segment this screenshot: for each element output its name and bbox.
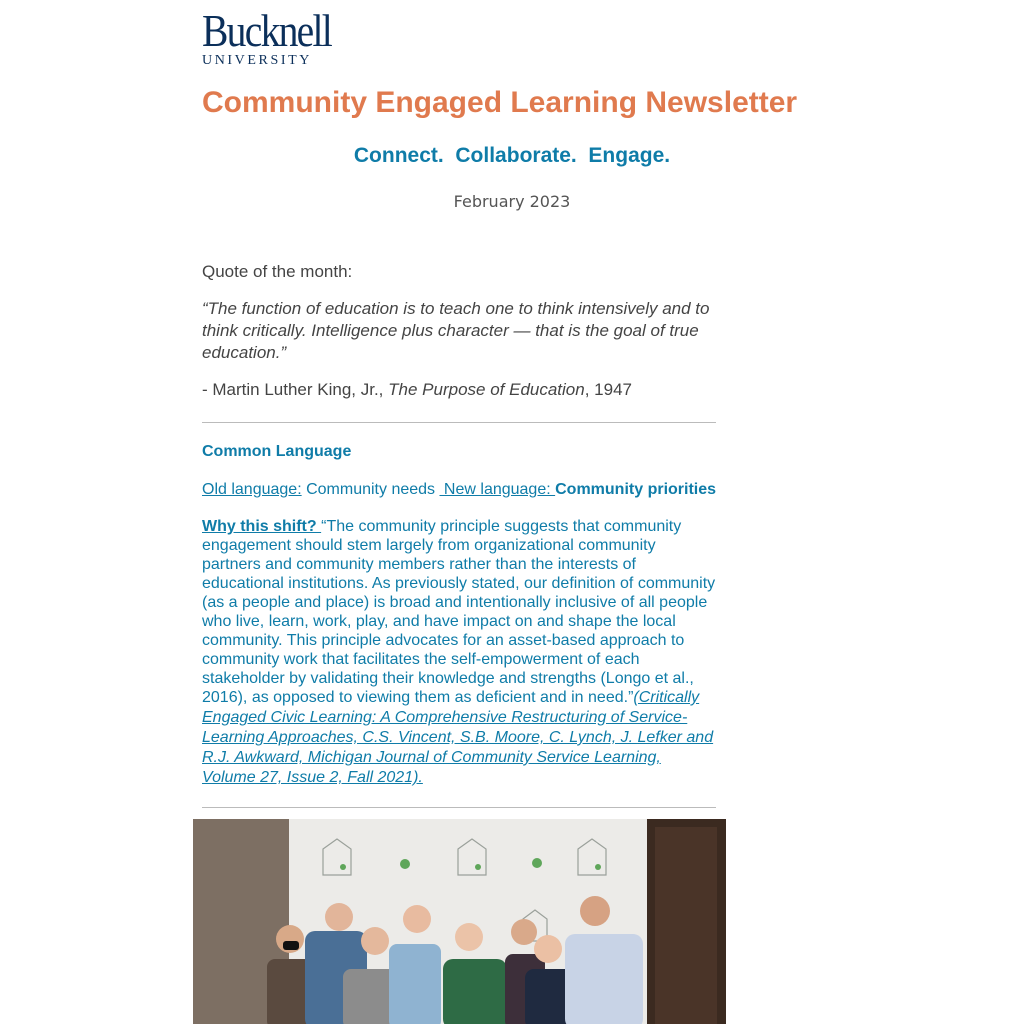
logo-subtitle: UNIVERSITY: [202, 53, 312, 68]
newsletter-title: Community Engaged Learning Newsletter: [202, 86, 798, 119]
quote-text: “The function of education is to teach one to think intensively and to think critically. Intelligence plus character — that is the goal of true education.”: [202, 299, 710, 362]
old-language-value: Community needs: [301, 481, 440, 498]
why-shift-text: “The community principle suggests that community engagement should stem largely from organizational community partners and community members rather than the interests of educational institutions. As previously stated, our definition of community (as a people and place) is broad and intentionally inclusive of all people who live, learn, work, play, and have impact on and shape the local community. This principle advocates for an asset-based approach to community work that facilitates the self-empowerment of each stakeholder by validating their knowledge and strengths (Longo et al., 2016), as opposed to viewing them as deficient and in need.”: [202, 518, 716, 706]
section-divider: [202, 422, 716, 423]
why-shift-link[interactable]: Why this shift?: [202, 518, 322, 535]
quote-author: - Martin Luther King, Jr.,: [202, 380, 389, 399]
old-language-link[interactable]: Old language:: [202, 481, 302, 498]
newsletter-body: [202, 262, 716, 808]
new-language-value: Community priorities: [555, 481, 717, 498]
logo-wordmark: Bucknell: [202, 5, 332, 56]
quote-attribution: [202, 380, 716, 400]
quote-label: Quote of the month:: [202, 262, 353, 281]
bucknell-logo[interactable]: [202, 5, 332, 68]
why-shift-paragraph: [202, 517, 716, 788]
newsletter-tagline: Connect. Collaborate. Engage.: [353, 144, 671, 167]
citation-link[interactable]: (Critically Engaged Civic Learning: A Comprehensive Restructuring of Service-Learning Approaches, C.S. Vincent, S.B. Moore, C. Lynch, J. Lefker and R.J. Awkward, Michigan Journal of Community Service Learning, Volume 27, Issue 2, Fall 2021).: [202, 689, 714, 786]
group-photo-illustration: [193, 819, 726, 1024]
new-language-link[interactable]: New language:: [439, 481, 556, 498]
issue-date: February 2023: [453, 192, 571, 211]
section-divider-2: [202, 807, 716, 808]
group-photo: [193, 819, 726, 1024]
quote-work: The Purpose of Education: [388, 380, 585, 399]
common-language-heading: Common Language: [202, 443, 352, 460]
quote-year: , 1947: [584, 380, 632, 399]
language-comparison: [202, 481, 716, 499]
